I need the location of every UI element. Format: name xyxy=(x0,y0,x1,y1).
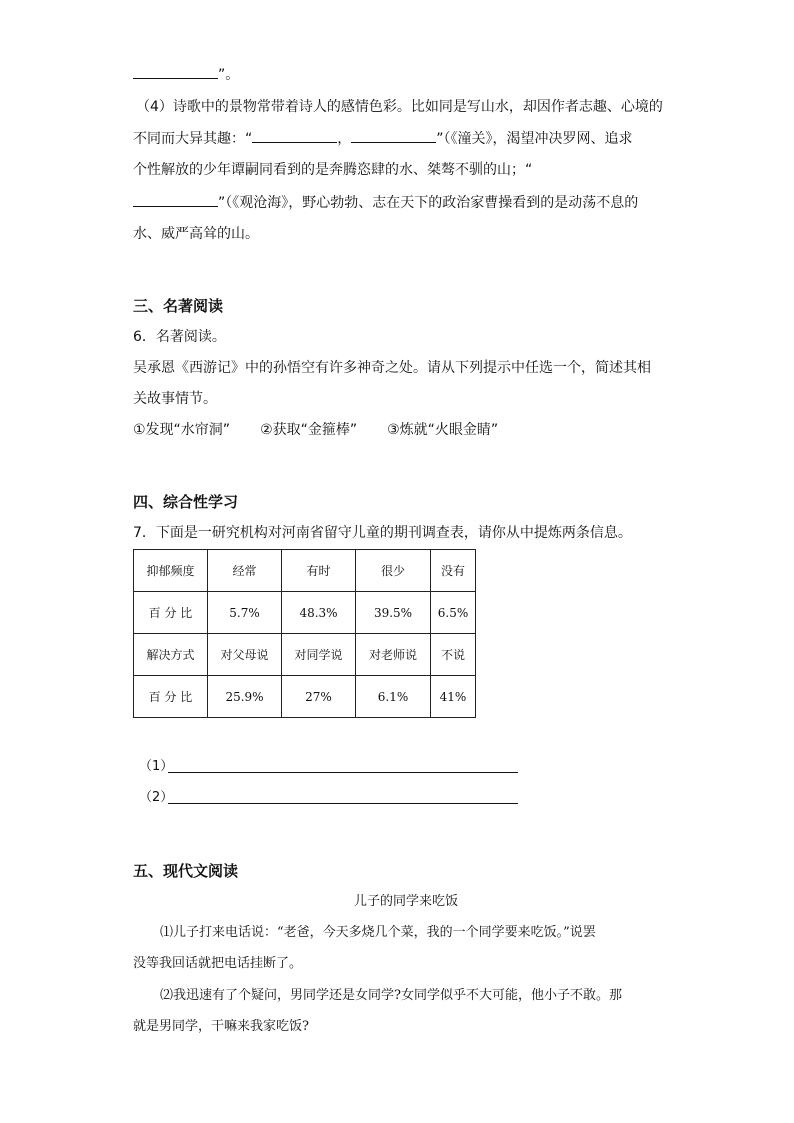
table-cell: 有时 xyxy=(282,550,356,592)
table-cell: 抑郁频度 xyxy=(134,550,208,592)
table-cell: 48.3% xyxy=(282,592,356,634)
q5-line3: 不同而大异其趣：“ ， ”（《潼关》，渴望冲决罗网、追求 xyxy=(133,128,633,149)
table-cell: 25.9% xyxy=(208,676,282,718)
table-cell: 41% xyxy=(431,676,476,718)
table-cell: 没有 xyxy=(431,550,476,592)
table-cell: 39.5% xyxy=(356,592,431,634)
section4-heading: 四、综合性学习 xyxy=(133,493,239,511)
table-cell: 对同学说 xyxy=(282,634,356,676)
fill-blank[interactable] xyxy=(252,128,337,143)
option-3: ③炼就“火眼金睛” xyxy=(387,422,499,438)
table-row xyxy=(134,676,476,718)
q6-text2: 关故事情节。 xyxy=(133,391,217,407)
table-cell: 百 分 比 xyxy=(134,676,208,718)
table-cell: 5.7% xyxy=(208,592,282,634)
article-p1b: 没等我回话就把电话挂断了。 xyxy=(133,956,303,971)
table-row xyxy=(134,592,476,634)
q6-title: 6．名著阅读。 xyxy=(133,329,226,345)
table-cell: 对老师说 xyxy=(356,634,431,676)
table-cell: 很少 xyxy=(356,550,431,592)
q5-line6: 水、威严高耸的山。 xyxy=(133,226,259,242)
table-cell: 不说 xyxy=(431,634,476,676)
article-p2a: ⑵我迅速有了个疑问，男同学还是女同学?女同学似乎不大可能，他小子不敢。那 xyxy=(160,988,622,1003)
q6-text1: 吴承恩《西游记》中的孙悟空有许多神奇之处。请从下列提示中任选一个，简述其相 xyxy=(133,360,651,376)
table-cell: 6.1% xyxy=(356,676,431,718)
section3-heading: 三、名著阅读 xyxy=(133,297,224,315)
answer-1-label: （1） xyxy=(139,759,174,774)
survey-table xyxy=(133,549,476,718)
option-1: ①发现“水帘洞” xyxy=(133,422,231,438)
article-title: 儿子的同学来吃饭 xyxy=(354,894,459,909)
option-2: ②获取“金箍棒” xyxy=(260,422,358,438)
table-cell: 6.5% xyxy=(431,592,476,634)
q5-line5: ”（《观沧海》，野心勃勃、志在天下的政治家曹操看到的是动荡不息的 xyxy=(133,192,638,213)
answer-2-label: （2） xyxy=(139,790,174,805)
table-cell: 解决方式 xyxy=(134,634,208,676)
table-cell: 经常 xyxy=(208,550,282,592)
answer-2-line[interactable] xyxy=(168,803,518,804)
q5-line2: （4）诗歌中的景物常带着诗人的感情色彩。比如同是写山水，却因作者志趣、心境的 xyxy=(136,99,663,115)
q5-line4: 个性解放的少年谭嗣同看到的是奔腾恣肆的水、桀骜不驯的山；“ xyxy=(133,162,533,178)
fill-blank[interactable] xyxy=(351,128,436,143)
q6-options xyxy=(133,420,498,440)
section5-heading: 五、现代文阅读 xyxy=(133,862,239,880)
table-row xyxy=(134,550,476,592)
q5-line1: ”。 xyxy=(133,64,239,85)
answer-1-line[interactable] xyxy=(168,772,518,773)
table-cell: 对父母说 xyxy=(208,634,282,676)
table-row xyxy=(134,634,476,676)
article-p1a: ⑴儿子打来电话说：“老爸，今天多烧几个菜，我的一个同学要来吃饭。”说罢 xyxy=(160,925,596,940)
article-p2b: 就是男同学，干嘛来我家吃饭? xyxy=(133,1019,309,1034)
table-cell: 27% xyxy=(282,676,356,718)
q7-title: 7．下面是一研究机构对河南省留守儿童的期刊调查表，请你从中提炼两条信息。 xyxy=(133,525,632,541)
fill-blank[interactable] xyxy=(133,192,218,207)
fill-blank[interactable] xyxy=(133,64,218,79)
table-cell: 百 分 比 xyxy=(134,592,208,634)
